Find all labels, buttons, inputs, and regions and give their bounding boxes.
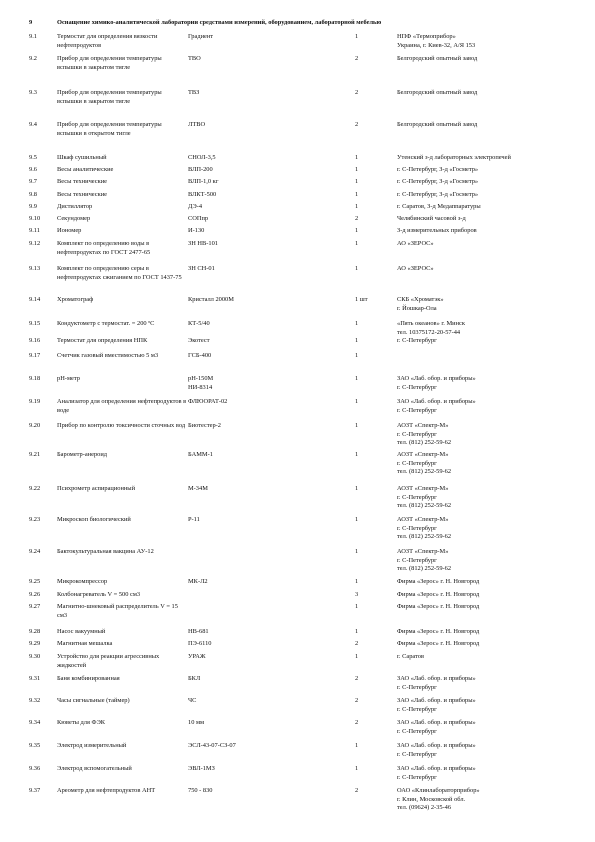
item-model: М-34М [188, 485, 208, 492]
item-quantity: 2 [355, 55, 359, 62]
row-number: 9.34 [29, 719, 41, 726]
item-model: Р-11 [188, 516, 200, 523]
item-quantity: 1 [355, 33, 359, 40]
item-supplier: г. С-Петербург, З-д «Госметр» [397, 178, 479, 185]
row-number: 9.7 [29, 178, 37, 185]
row-number: 9.32 [29, 697, 41, 704]
row-number: 9.3 [29, 89, 37, 96]
item-name: Колбонагреватель V = 500 см3 [57, 591, 141, 598]
item-supplier: НПФ «Термоприбор» Украина, г. Киев-32, А/Я 153 [397, 33, 476, 49]
item-model: И-130 [188, 227, 205, 234]
item-supplier: ЗАО «Лаб. обор. и приборы» г. С-Петербург [397, 375, 476, 391]
item-model: Экотест [188, 337, 210, 344]
item-name: Психрометр аспирационный [57, 485, 136, 492]
item-name: Шкаф сушильный [57, 154, 107, 161]
row-number: 9.14 [29, 296, 41, 303]
item-name: Комплект по определению серы в нефтепродуктах сжиганием по ГОСТ 1437-75 [57, 265, 182, 281]
section-number: 9 [29, 19, 33, 26]
item-quantity: 1 [355, 485, 359, 492]
item-model: Градиент [188, 33, 214, 40]
item-model: КТ-5/40 [188, 320, 210, 327]
item-quantity: 2 [355, 121, 359, 128]
item-quantity: 3 [355, 591, 359, 598]
row-number: 9.16 [29, 337, 41, 344]
item-quantity: 1 [355, 422, 359, 429]
item-model: ЛТВО [188, 121, 206, 128]
item-supplier: ЗАО «Лаб. обор. и приборы» г. С-Петербург [397, 719, 476, 735]
item-name: Весы технические [57, 191, 107, 198]
item-model: ЗН НВ-101 [188, 240, 219, 247]
item-name: Микроскоп биологический [57, 516, 131, 523]
item-supplier: АОЗТ «Спектр-М» г. С-Петербург тел. (812) 252-59-62 [397, 451, 452, 476]
item-model: ЗН СН-01 [188, 265, 215, 272]
item-quantity: 1 [355, 166, 359, 173]
item-supplier: Белгородский опытный завод [397, 89, 478, 96]
item-name: Дистиллятор [57, 203, 93, 210]
item-quantity: 1 [355, 603, 359, 610]
item-name: Прибор для определения температуры вспышки в закрытом тигле [57, 55, 162, 71]
item-model: ПЭ-6110 [188, 640, 212, 647]
item-quantity: 1 [355, 765, 359, 772]
row-number: 9.23 [29, 516, 41, 523]
item-supplier: Белгородский опытный завод [397, 55, 478, 62]
row-number: 9.2 [29, 55, 37, 62]
item-supplier: Фирма «Зерос» г. Н. Новгород [397, 628, 480, 635]
row-number: 9.30 [29, 653, 41, 660]
item-supplier: Фирма «Зерос» г. Н. Новгород [397, 603, 480, 610]
row-number: 9.25 [29, 578, 41, 585]
row-number: 9.26 [29, 591, 41, 598]
row-number: 9.19 [29, 398, 41, 405]
item-name: Баня комбинированная [57, 675, 120, 682]
item-supplier: г. Саратов, З-д Медаппаратуры [397, 203, 481, 210]
item-name: pH-метр [57, 375, 80, 382]
row-number: 9.27 [29, 603, 41, 610]
row-number: 9.17 [29, 352, 41, 359]
row-number: 9.9 [29, 203, 37, 210]
item-model: Биотестер-2 [188, 422, 221, 429]
item-name: Микрокомпрессор [57, 578, 108, 585]
item-model: ЭВЛ-1МЗ [188, 765, 215, 772]
item-name: Электрод вспомогательный [57, 765, 132, 772]
item-supplier: ЗАО «Лаб. обор. и приборы» г. С-Петербург [397, 697, 476, 713]
item-supplier: ЗАО «Лаб. обор. и приборы» г. С-Петербург [397, 398, 476, 414]
item-model: 10 мм [188, 719, 205, 726]
row-number: 9.5 [29, 154, 37, 161]
item-quantity: 1 [355, 578, 359, 585]
item-quantity: 1 [355, 451, 359, 458]
item-supplier: Челябинский часовой з-д [397, 215, 466, 222]
item-name: Весы аналитические [57, 166, 114, 173]
item-quantity: 2 [355, 675, 359, 682]
item-name: Секундомер [57, 215, 91, 222]
item-model: БАММ-1 [188, 451, 213, 458]
item-model: СНОЛ-3,5 [188, 154, 216, 161]
item-model: ЧС [188, 697, 197, 704]
row-number: 9.15 [29, 320, 41, 327]
row-number: 9.24 [29, 548, 41, 555]
item-quantity: 1 [355, 227, 359, 234]
item-supplier: АОЗТ «Спектр-М» г. С-Петербург тел. (812) 252-59-62 [397, 485, 452, 510]
item-model: ФЛЮОРАТ-02 [188, 398, 228, 405]
item-name: Устройство для реакции агрессивных жидкостей [57, 653, 160, 669]
item-model: СОПпр [188, 215, 209, 222]
item-model: ВЛП-1,0 кг [188, 178, 219, 185]
item-quantity: 1 [355, 320, 359, 327]
item-supplier: АОЗТ «Спектр-М» г. С-Петербург тел. (812) 252-59-62 [397, 548, 452, 573]
item-quantity: 1 [355, 154, 359, 161]
item-name: Хроматограф [57, 296, 94, 303]
item-model: БКЛ [188, 675, 201, 682]
item-model: 750 - 830 [188, 787, 213, 794]
item-name: Ареометр для нефтепродуктов АНТ [57, 787, 156, 794]
item-supplier: г. С-Петербург [397, 337, 437, 344]
item-supplier: АОЗТ «Спектр-М» г. С-Петербург тел. (812) 252-59-62 [397, 516, 452, 541]
item-quantity: 2 [355, 719, 359, 726]
item-model: НВ-681 [188, 628, 209, 635]
item-quantity: 1 [355, 265, 359, 272]
item-name: Часы сигнальные (таймер) [57, 697, 130, 704]
item-quantity: 1 [355, 203, 359, 210]
item-name: Термостат для определения НПК [57, 337, 148, 344]
item-supplier: Фирма «Зерос» г. Н. Новгород [397, 640, 480, 647]
item-name: Анализатор для определения нефтепродуктов в воде [57, 398, 187, 414]
item-name: Магнитно-шнековый распределитель V = 15 см3 [57, 603, 178, 619]
item-quantity: 1 [355, 398, 359, 405]
row-number: 9.8 [29, 191, 37, 198]
row-number: 9.29 [29, 640, 41, 647]
row-number: 9.11 [29, 227, 40, 234]
item-quantity: 1 [355, 516, 359, 523]
item-name: Электрод измерительный [57, 742, 127, 749]
row-number: 9.36 [29, 765, 41, 772]
item-model: МК-Л2 [188, 578, 208, 585]
item-quantity: 1 [355, 352, 359, 359]
item-name: Термостат для определения вязкости нефтепродуктов [57, 33, 158, 49]
item-supplier: З-д измерительных приборов [397, 227, 477, 234]
section-title: Оснащение химико-аналитической лаборатории средствами измерений, оборудованием, лабораторной мебелью [57, 19, 382, 26]
item-model: ВЛП-200 [188, 166, 213, 173]
item-supplier: г. Саратов [397, 653, 424, 660]
item-name: Бактокультуральная вакцина АУ-12 [57, 548, 154, 555]
item-quantity: 1 [355, 178, 359, 185]
item-name: Комплект по определению воды в нефтепродуктах по ГОСТ 2477-65 [57, 240, 151, 256]
item-supplier: ЗАО «Лаб. обор. и приборы» г. С-Петербург [397, 765, 476, 781]
item-supplier: г. С-Петербург, З-д «Госметр» [397, 166, 479, 173]
item-supplier: «Пять океанов» г. Минск тел. 10375172-20-57-44 [397, 320, 465, 336]
row-number: 9.4 [29, 121, 37, 128]
item-quantity: 1 [355, 653, 359, 660]
row-number: 9.31 [29, 675, 41, 682]
item-name: Иономер [57, 227, 82, 234]
item-quantity: 1 [355, 742, 359, 749]
item-supplier: СКБ «Хроматэк» г. Йошкар-Ола [397, 296, 444, 312]
item-supplier: Фирма «Зерос» г. Н. Новгород [397, 591, 480, 598]
item-model: УРАЖ [188, 653, 206, 660]
row-number: 9.13 [29, 265, 41, 272]
row-number: 9.6 [29, 166, 37, 173]
item-name: Счетчик газовый вместимостью 5 м3 [57, 352, 159, 359]
item-name: Насос вакуумный [57, 628, 106, 635]
item-quantity: 1 [355, 240, 359, 247]
item-name: Кюветы для ФЭК [57, 719, 106, 726]
row-number: 9.12 [29, 240, 41, 247]
row-number: 9.10 [29, 215, 41, 222]
item-model: ГСБ-400 [188, 352, 212, 359]
item-quantity: 1 [355, 375, 359, 382]
item-quantity: 2 [355, 215, 359, 222]
item-supplier: ОАО «Клинлабораторприбор» г. Клин, Московской обл. тел. (09624) 2-35-46 [397, 787, 480, 812]
item-supplier: ЗАО «Лаб. обор. и приборы» г. С-Петербург [397, 675, 476, 691]
item-name: Магнитная мешалка [57, 640, 113, 647]
item-supplier: АО «ЗЕРОС» [397, 265, 434, 272]
row-number: 9.35 [29, 742, 41, 749]
item-model: ТВО [188, 55, 201, 62]
row-number: 9.20 [29, 422, 41, 429]
item-quantity: 1 [355, 628, 359, 635]
item-quantity: 1 [355, 337, 359, 344]
item-name: Прибор для определения температуры вспышки в закрытом тигле [57, 89, 162, 105]
item-quantity: 1 шт [355, 296, 368, 303]
item-supplier: Фирма «Зерос» г. Н. Новгород [397, 578, 480, 585]
item-quantity: 2 [355, 89, 359, 96]
item-name: Барометр-анероид [57, 451, 108, 458]
item-model: ТВЗ [188, 89, 200, 96]
item-model: ЭСЛ-43-07-СЗ-07 [188, 742, 236, 749]
item-supplier: ЗАО «Лаб. обор. и приборы» г. С-Петербург [397, 742, 476, 758]
row-number: 9.1 [29, 33, 37, 40]
item-name: Весы технические [57, 178, 107, 185]
item-quantity: 2 [355, 787, 359, 794]
item-name: Прибор для определения температуры вспышки в открытом тигле [57, 121, 162, 137]
row-number: 9.37 [29, 787, 41, 794]
item-supplier: АОЗТ «Спектр-М» г. С-Петербург тел. (812) 252-59-62 [397, 422, 452, 447]
item-model: Кристалл 2000М [188, 296, 234, 303]
item-model: pH-150М НИ-8314 [188, 375, 214, 391]
item-quantity: 2 [355, 697, 359, 704]
row-number: 9.21 [29, 451, 41, 458]
row-number: 9.18 [29, 375, 41, 382]
item-quantity: 2 [355, 640, 359, 647]
item-name: Прибор по контролю токсичности сточных вод [57, 422, 186, 429]
item-supplier: АО «ЗЕРОС» [397, 240, 434, 247]
item-supplier: Белгородский опытный завод [397, 121, 478, 128]
row-number: 9.22 [29, 485, 41, 492]
row-number: 9.28 [29, 628, 41, 635]
item-name: Кондуктометр с термостат. = 200 ºС [57, 320, 155, 327]
item-supplier: г. С-Петербург, З-д «Госметр» [397, 191, 479, 198]
item-quantity: 1 [355, 191, 359, 198]
item-model: ДЭ-4 [188, 203, 203, 210]
item-quantity: 1 [355, 548, 359, 555]
item-model: ВЛКТ-500 [188, 191, 217, 198]
item-supplier: Утенский з-д лабораторных электропечей [397, 154, 511, 161]
